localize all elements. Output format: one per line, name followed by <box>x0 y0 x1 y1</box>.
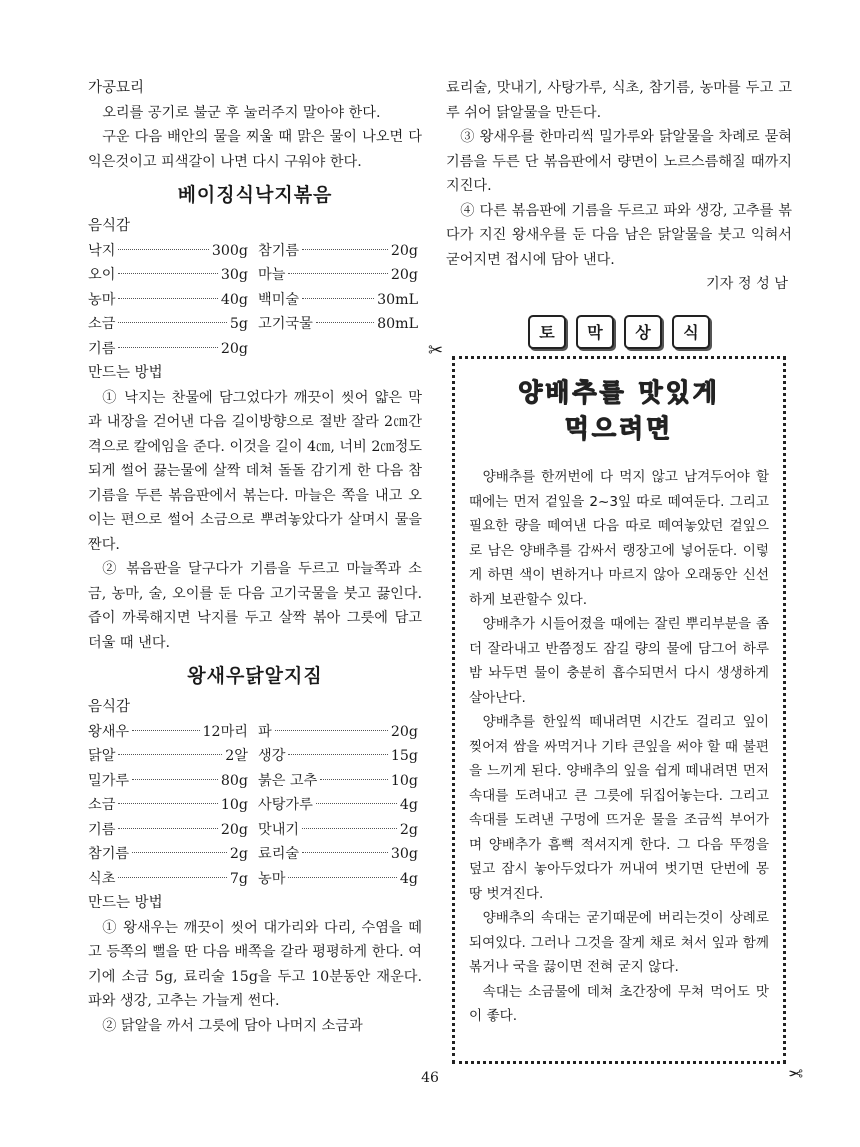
recipe1-step: ① 낙지는 찬물에 담그었다가 깨끗이 씻어 얇은 막과 내장을 걷어낸 다음 길이방향으로 절반 잘라 2㎝간격으로 칼에임을 준다. 이것을 길이 4㎝, 너비 2㎝정도 되게 썰어 끓는물에 살짝 데쳐 돌돌 감기게 한 다음 참기름을 두른 볶음판에서 볶는다. 마늘은 쪽을 내고 오이는 편으로 썰어 소금으로 뿌려놓았다가 살며시 물을 짠다. <box>88 389 422 553</box>
recipe2-title: 왕새우닭알지짐 <box>187 665 323 687</box>
tip-para: 양배추의 속대는 굳기때문에 버리는것이 상례로 되여있다. 그러나 그것을 잘게 채로 쳐서 잎과 함께 볶거나 국을 끓이면 전혀 굳지 않다. <box>469 910 769 975</box>
recipe1-ingredients-label: 음식감 <box>88 218 131 234</box>
recipe2-method-label: 만드는 방법 <box>88 895 163 911</box>
recipe2-step: ③ 왕새우를 한마리씩 밀가루와 닭알물을 차례로 묻혀 기름을 두른 단 볶음판에서 량면이 노르스름해질 때까지 지진다. <box>446 129 792 194</box>
ingredient-item: 식초 7g <box>88 870 248 887</box>
ingredient-item: 농마 40g <box>88 291 248 308</box>
ingredient-item: 소금 5g <box>88 316 248 332</box>
recipe2-continued: 료리술, 맛내기, 사탕가루, 식초, 참기름, 농마를 두고 고루 쉬어 닭알물을 만든다. <box>446 80 792 121</box>
processed-label: 가공묘리 <box>88 80 145 96</box>
left-column <box>88 76 422 1038</box>
ingredient-item: 파 20g <box>258 723 418 740</box>
ingredient-item: 고기국물 80mL <box>258 316 418 332</box>
tip-para: 속대는 소금물에 데쳐 초간장에 무쳐 먹어도 맛이 좋다. <box>469 983 769 1024</box>
page-number: 46 <box>421 1070 439 1086</box>
ingredient-item: 마늘 20g <box>258 267 418 283</box>
ingredient-item: 붉은 고추 10g <box>258 772 418 789</box>
banner-key: 토 <box>528 315 566 349</box>
recipe2-step: ④ 다른 볶음판에 기름을 두르고 파와 생강, 고추를 볶다가 지진 왕새우를 둔 다음 남은 닭알물을 붓고 익혀서 굳어지면 접시에 담아 낸다. <box>446 202 792 268</box>
ingredient-item: 생강 15g <box>258 748 418 764</box>
banner-key: 식 <box>672 315 710 349</box>
ingredient-item: 사탕가루 4g <box>258 797 418 813</box>
ingredient-item: 기름 20g <box>88 821 248 838</box>
ingredient-item: 닭알 2알 <box>88 748 248 764</box>
ingredient-item: 백미술 30mL <box>258 291 418 308</box>
recipe2-step: ② 닭알을 까서 그릇에 담아 나머지 소금과 <box>102 1017 363 1034</box>
recipe1-method-label: 만드는 방법 <box>88 365 163 381</box>
ingredient-item: 왕새우 12마리 <box>88 723 248 740</box>
ingredient-item: 밀가루 80g <box>88 772 248 789</box>
recipe1-step: ② 볶음판을 달구다가 기름을 두르고 마늘쪽과 소금, 농마, 술, 오이를 둔 다음 고기국물을 붓고 끓인다. 즙이 까룩해지면 낙지를 두고 살짝 볶아 그릇에 담고 더울 때 낸다. <box>88 561 422 651</box>
recipe1-title: 베이징식낙지볶음 <box>177 184 333 206</box>
ingredient-item: 료리술 30g <box>258 846 418 862</box>
tip-para: 양배추를 한잎씩 떼내려면 시간도 걸리고 잎이 찢어져 쌈을 싸먹거나 기타 큰잎을 써야 할 때 불편을 느끼게 된다. 양배추의 잎을 쉽게 떼내려면 먼저 속대를 도려내고 큰 그릇에 뒤집어놓는다. 그리고 속대를 도려낸 구멍에 뜨거운 물을 조금씩 부어가며 양배추가 흠뻑 적셔지게 한다. 그 다음 뚜껑을 덮고 잠시 놓아두었다가 꺼내여 벗기면 단번에 몽땅 벗겨진다. <box>469 714 769 902</box>
ingredient-item: 맛내기 2g <box>258 821 418 838</box>
ingredient-item: 참기름 20g <box>258 242 418 259</box>
right-column <box>446 76 792 349</box>
tip-para: 양배추를 한꺼번에 다 먹지 않고 남겨두어야 할 때에는 먼저 겉잎을 2~3잎 따로 떼여둔다. 그리고 필요한 량을 떼여낸 다음 따로 떼여놓았던 겉잎으로 남은 양배추를 감싸서 랭장고에 넣어둔다. 이렇게 하면 색이 변하거나 마르지 않아 오래동안 신선하게 보관할수 있다. <box>469 469 769 608</box>
ingredient-item: 기름 20g <box>88 340 248 357</box>
processed-para: 오리를 공기로 불군 후 눌러주지 말아야 한다. <box>102 104 381 121</box>
ingredient-item: 오이 30g <box>88 267 248 283</box>
banner-key: 막 <box>576 315 614 349</box>
processed-para: 구운 다음 배안의 물을 찌울 때 맑은 물이 나오면 다 익은것이고 피색갈이 나면 다시 구워야 한다. <box>88 129 422 170</box>
scissors-icon: ✂ <box>788 1064 804 1085</box>
ingredient-item: 참기름 2g <box>88 846 248 862</box>
recipe1-ingredients <box>88 239 422 362</box>
banner-key: 상 <box>624 315 662 349</box>
scissors-icon: ✂ <box>428 340 444 361</box>
section-banner <box>446 315 792 349</box>
ingredient-item: 소금 10g <box>88 797 248 813</box>
byline: 기자 정 성 남 <box>705 276 788 292</box>
ingredient-item: 낙지 300g <box>88 242 248 259</box>
recipe2-step: ① 왕새우는 깨끗이 씻어 대가리와 다리, 수염을 떼고 등쪽의 뻘을 딴 다음 배쪽을 갈라 평평하게 한다. 여기에 소금 5g, 료리술 15g을 두고 10분동안 재운다. 파와 생강, 고추는 가늘게 썬다. <box>88 919 422 1009</box>
tip-title: 양배추를 맛있게 먹으려면 <box>518 378 720 443</box>
tip-box <box>452 356 786 1064</box>
ingredient-item: 농마 4g <box>258 870 418 887</box>
recipe2-ingredients-label: 음식감 <box>88 699 131 715</box>
tip-para: 양배추가 시들어졌을 때에는 잘린 뿌리부분을 좀 더 잘라내고 반쯤정도 잠길 량의 물에 담그어 하루밤 놔두면 물이 충분히 흡수되면서 다시 생생하게 살아난다. <box>469 616 769 706</box>
recipe2-ingredients <box>88 720 422 892</box>
